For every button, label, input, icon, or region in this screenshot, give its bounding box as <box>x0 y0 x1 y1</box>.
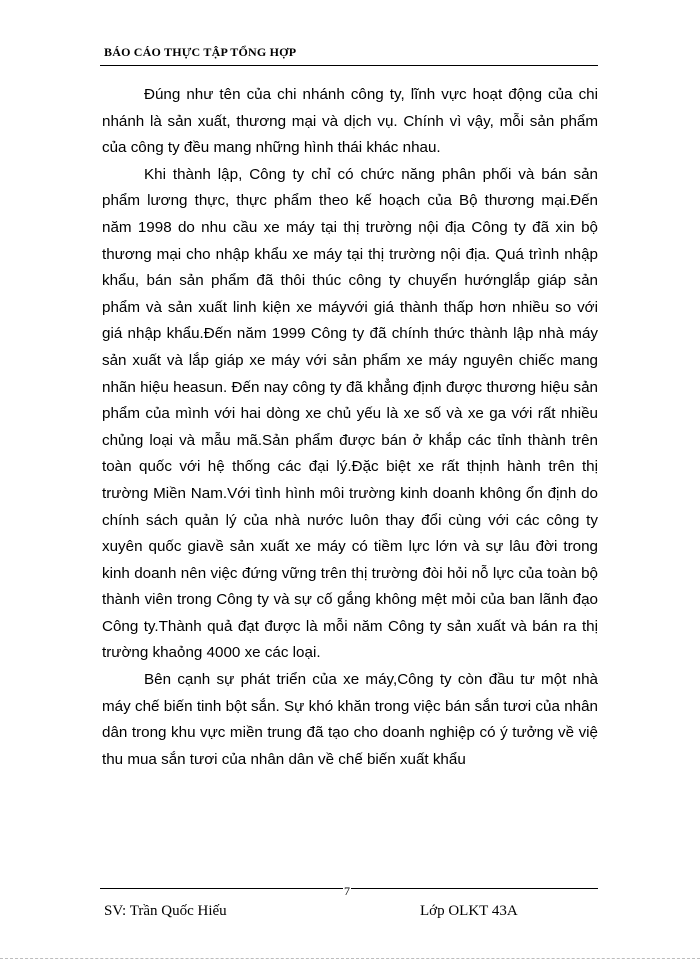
footer-student-name: SV: Trần Quốc Hiếu <box>104 903 227 919</box>
paragraph-2: Khi thành lập, Công ty chỉ có chức năng phân phối và bán sản phẩm lương thực, thực phẩm theo kế hoạch của Bộ thương mại.Đến năm 1998 do nhu cầu xe máy tại thị trường nội địa Công ty đã xin bộ thương mại cho nhập khẩu xe máy tại thị trường nội địa. Quá trình nhập khẩu, bán sản phẩm đã thôi thúc công ty chuyển hướnglắp giáp sản phẩm và sản xuất linh kiện xe máyvới giá thành thấp hơn nhiều so với giá nhập khẩu.Đến năm 1999 Công ty đã chính thức thành lập nhà máy sản xuất và lắp giáp xe máy với sản phẩm xe máy nguyên chiếc mang nhãn hiệu heasun. Đến nay công ty đã khẳng định được thương hiệu sản phẩm của mình với hai dòng xe chủ yếu là xe số và xe ga với rất nhiều chủng loại và mẫu mã.Sản phẩm được bán ở khắp các tỉnh thành trên toàn quốc với hệ thống các đại lý.Đặc biệt xe rất thịnh hành trên thị trường Miền Nam.Với tình hình môi trường kinh doanh không ổn định do chính sách quản lý của nhà nước luôn thay đổi cùng với các công ty xuyên quốc giavề sản xuất xe máy có tiềm lực lớn và sự lâu đời trong kinh doanh nên việc đứng vững trên thị trường đòi hỏi nỗ lực của toàn bộ thành viên trong Công ty và sự cố gắng không mệt mỏi của ban lãnh đạo Công ty.Thành quả đạt được là mỗi năm Công ty sản xuất và bán ra thị trường khaỏng 4000 xe các loại. <box>102 165 598 662</box>
paragraph-3: Bên cạnh sự phát triển của xe máy,Công ty còn đầu tư một nhà máy chế biến tinh bột sắn. Sự khó khăn trong việc bán sắn tươi của nhân dân trong khu vực miền trung đã tạo cho doanh nghiệp có ý tưởng về việ thu mua sắn tươi của nhân dân về chế biến xuất khẩu <box>102 671 598 768</box>
report-header: BÁO CÁO THỰC TẬP TỔNG HỢP <box>104 45 297 59</box>
document-body <box>102 82 598 773</box>
header-divider <box>100 65 598 66</box>
page-bottom-edge <box>0 958 700 959</box>
footer-class-name: Lớp OLKT 43A <box>420 903 518 919</box>
paragraph-1: Đúng như tên của chi nhánh công ty, lĩnh vực hoạt động của chi nhánh là sản xuất, thương mại và dịch vụ. Chính vì vậy, mỗi sản phẩm của công ty đều mang những hình thái khác nhau. <box>102 86 598 157</box>
page-number: 7 <box>344 884 350 898</box>
